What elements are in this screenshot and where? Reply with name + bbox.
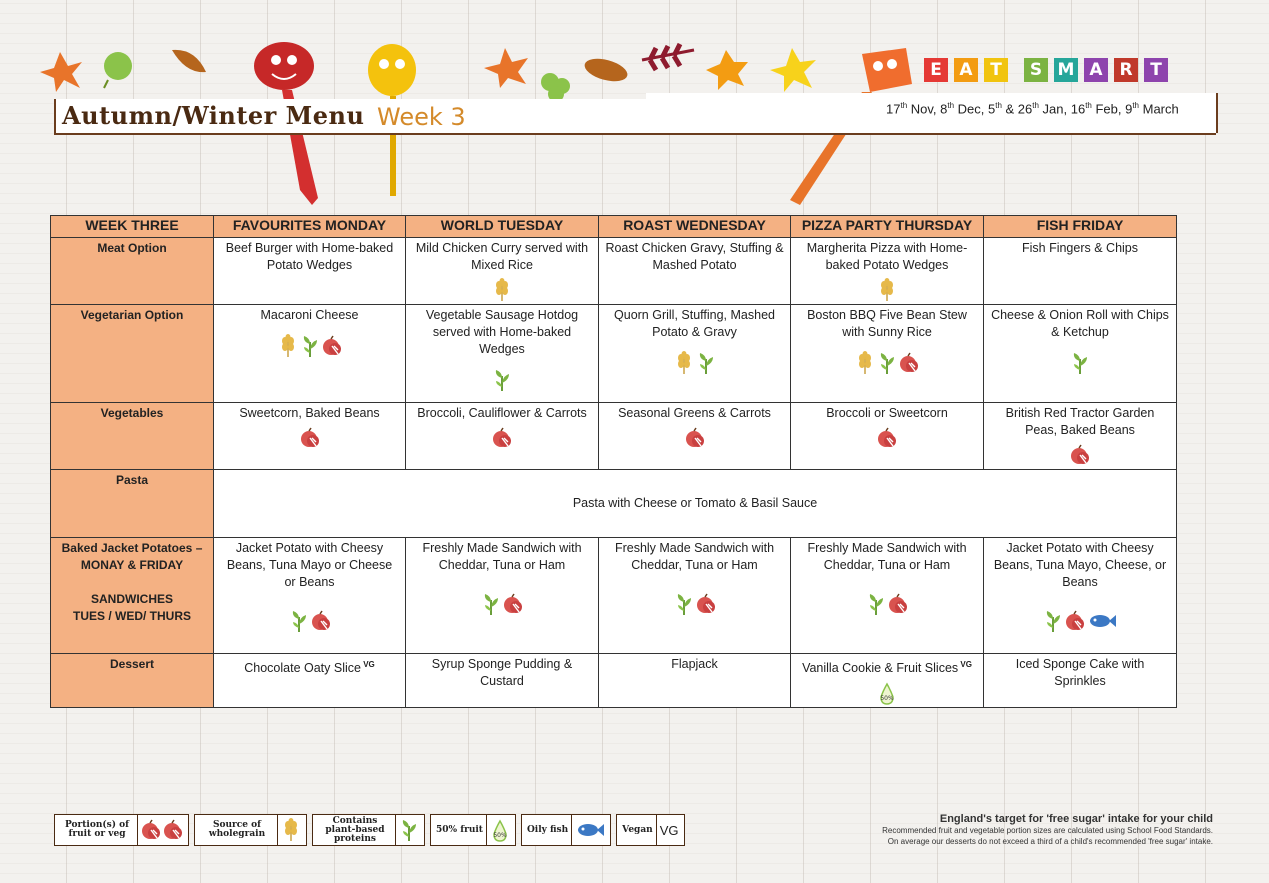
menu-row bbox=[51, 305, 1177, 403]
menu-cell bbox=[984, 238, 1177, 305]
leaf-icon bbox=[1070, 351, 1090, 375]
dietary-icons bbox=[797, 426, 977, 450]
pear-icon bbox=[877, 681, 897, 705]
menu-cell bbox=[599, 654, 791, 708]
dish-name: Broccoli, Cauliflower & Carrots bbox=[417, 406, 587, 420]
apple-icon bbox=[163, 818, 183, 842]
eat-smart-logo bbox=[924, 58, 1168, 82]
menu-cell bbox=[984, 538, 1177, 654]
row-label: Meat Option bbox=[51, 238, 214, 305]
legend-symbol bbox=[656, 815, 682, 845]
maple-leaf-icon bbox=[484, 48, 528, 88]
dish-name: Freshly Made Sandwich with Cheddar, Tuna or Ham bbox=[807, 541, 967, 572]
legend-label: Contains plant-based proteins bbox=[325, 815, 385, 844]
legend-item bbox=[54, 814, 189, 846]
apple-icon bbox=[685, 426, 705, 450]
yellow-leaf-icon bbox=[770, 48, 816, 92]
brown-leaf-icon bbox=[172, 50, 206, 72]
legend-symbol bbox=[137, 815, 186, 845]
apple-icon bbox=[141, 818, 161, 842]
row-label: Baked Jacket Potatoes – MONAY & FRIDAY SANDWICHES TUES / WED/ THURS bbox=[51, 538, 214, 654]
dietary-icons bbox=[220, 334, 399, 358]
leaf-icon bbox=[877, 351, 897, 375]
week-label: Week 3 bbox=[377, 103, 466, 131]
dietary-icons bbox=[605, 426, 784, 450]
fish-icon bbox=[1087, 609, 1117, 633]
menu-cell bbox=[599, 538, 791, 654]
menu-table bbox=[50, 215, 1177, 708]
dish-name: Seasonal Greens & Carrots bbox=[618, 406, 771, 420]
day-header: PIZZA PARTY THURSDAY bbox=[791, 216, 984, 238]
brown-leaf-icon bbox=[582, 55, 630, 86]
menu-cell bbox=[599, 238, 791, 305]
footer-line-1: Recommended fruit and vegetable portion sizes are calculated using School Food Standards. bbox=[882, 826, 1213, 835]
wheat-icon bbox=[877, 278, 897, 302]
dietary-icons bbox=[990, 443, 1170, 467]
menu-cell bbox=[984, 654, 1177, 708]
dietary-icons bbox=[797, 681, 977, 705]
dish-name: Syrup Sponge Pudding & Custard bbox=[431, 657, 573, 688]
icon-legend bbox=[54, 814, 685, 846]
orange-leaf-icon bbox=[706, 50, 748, 90]
red-fern-leaf-icon bbox=[642, 44, 694, 70]
footer-heading: England's target for 'free sugar' intake for your child bbox=[939, 813, 1213, 825]
menu-row bbox=[51, 654, 1177, 708]
legend-item bbox=[194, 814, 307, 846]
leaf-icon bbox=[289, 609, 309, 633]
legend-item bbox=[430, 814, 516, 846]
dish-name: Flapjack bbox=[671, 657, 718, 671]
apple-icon bbox=[300, 426, 320, 450]
wheat-icon bbox=[281, 818, 301, 842]
dish-name: Roast Chicken Gravy, Stuffing & Mashed Potato bbox=[605, 241, 784, 272]
row-label: Dessert bbox=[51, 654, 214, 708]
leaf-icon bbox=[696, 351, 716, 375]
legend-label: Portion(s) of fruit or veg bbox=[65, 820, 129, 839]
legend-item bbox=[312, 814, 425, 846]
legend-label: Source of wholegrain bbox=[208, 820, 266, 839]
menu-cell bbox=[791, 238, 984, 305]
legend-symbol bbox=[395, 815, 422, 845]
wheat-icon bbox=[855, 351, 875, 375]
autumn-leaf-icon bbox=[40, 52, 82, 92]
fish-icon bbox=[575, 818, 605, 842]
apple-icon bbox=[696, 592, 716, 616]
dish-name: Fish Fingers & Chips bbox=[1021, 241, 1138, 255]
dish-name: Vanilla Cookie & Fruit Slices $^{VG}$ bbox=[802, 660, 972, 676]
menu-cell bbox=[406, 538, 599, 654]
menu-cell bbox=[984, 305, 1177, 403]
brand-letter: T bbox=[1144, 58, 1168, 82]
menu-cell bbox=[791, 654, 984, 708]
dietary-icons bbox=[797, 278, 977, 302]
leaf-icon bbox=[674, 592, 694, 616]
wheat-icon bbox=[492, 278, 512, 302]
green-leaf-icon bbox=[104, 52, 132, 88]
apple-icon bbox=[1065, 609, 1085, 633]
row-label: Vegetables bbox=[51, 403, 214, 470]
dish-name: Chocolate Oaty Slice $^{VG}$ bbox=[244, 660, 375, 676]
legend-item bbox=[521, 814, 611, 846]
menu-cell bbox=[791, 403, 984, 470]
menu-row bbox=[51, 538, 1177, 654]
legend-symbol bbox=[277, 815, 304, 845]
dietary-icons bbox=[605, 351, 784, 375]
leaf-icon bbox=[1043, 609, 1063, 633]
menu-cell bbox=[791, 538, 984, 654]
apple-icon bbox=[888, 592, 908, 616]
day-header: FAVOURITES MONDAY bbox=[214, 216, 406, 238]
leaf-icon bbox=[399, 818, 419, 842]
vegan-mark: VG bbox=[360, 660, 375, 669]
day-header: FISH FRIDAY bbox=[984, 216, 1177, 238]
dish-name: Cheese & Onion Roll with Chips & Ketchup bbox=[991, 308, 1169, 339]
day-header: WORLD TUESDAY bbox=[406, 216, 599, 238]
menu-cell bbox=[214, 238, 406, 305]
wheat-icon bbox=[674, 351, 694, 375]
leaf-icon bbox=[492, 368, 512, 392]
apple-icon bbox=[877, 426, 897, 450]
menu-dates: 17th Nov, 8th Dec, 5th & 26th Jan, 16th Feb, 9th March bbox=[886, 101, 1179, 117]
dietary-icons bbox=[605, 592, 784, 616]
dish-name: Jacket Potato with Cheesy Beans, Tuna Mayo, Cheese, or Beans bbox=[993, 541, 1167, 589]
footer-line-2: On average our desserts do not exceed a third of a child's recommended 'free sugar' intake. bbox=[887, 837, 1213, 846]
vegan-symbol: VG bbox=[659, 822, 679, 838]
apple-icon bbox=[899, 351, 919, 375]
legend-label: 50% fruit bbox=[436, 824, 483, 835]
legend-symbol bbox=[486, 815, 513, 845]
svg-text:50%: 50% bbox=[493, 832, 507, 839]
dish-name: Freshly Made Sandwich with Cheddar, Tuna or Ham bbox=[422, 541, 582, 572]
wheat-icon bbox=[278, 334, 298, 358]
footer-note bbox=[882, 813, 1213, 847]
dietary-icons bbox=[797, 351, 977, 375]
dietary-icons bbox=[990, 609, 1170, 633]
dish-name: Freshly Made Sandwich with Cheddar, Tuna or Ham bbox=[614, 541, 775, 572]
dish-name: Sweetcorn, Baked Beans bbox=[239, 406, 380, 420]
dietary-icons bbox=[990, 351, 1170, 375]
brand-letter: R bbox=[1114, 58, 1138, 82]
dietary-icons bbox=[412, 592, 592, 616]
week-header: WEEK THREE bbox=[51, 216, 214, 238]
menu-cell bbox=[406, 238, 599, 305]
brand-letter: M bbox=[1054, 58, 1078, 82]
menu-cell bbox=[214, 538, 406, 654]
legend-label: Oily fish bbox=[526, 824, 569, 835]
dish-name: Quorn Grill, Stuffing, Mashed Potato & Gravy bbox=[614, 308, 775, 339]
menu-cell bbox=[791, 305, 984, 403]
pasta-cell: Pasta with Cheese or Tomato & Basil Sauce bbox=[214, 470, 1177, 538]
dish-name: Broccoli or Sweetcorn bbox=[826, 406, 948, 420]
menu-cell bbox=[406, 654, 599, 708]
menu-cell bbox=[599, 403, 791, 470]
menu-cell bbox=[406, 403, 599, 470]
dish-name: Vegetable Sausage Hotdog served with Home-baked Wedges bbox=[425, 308, 579, 356]
dietary-icons bbox=[412, 426, 592, 450]
leaf-icon bbox=[866, 592, 886, 616]
apple-icon bbox=[311, 609, 331, 633]
vegan-mark: VG bbox=[958, 660, 972, 669]
brand-letter: T bbox=[984, 58, 1008, 82]
svg-text:50%: 50% bbox=[880, 695, 894, 703]
menu-cell bbox=[599, 305, 791, 403]
dietary-icons bbox=[412, 278, 592, 302]
legend-label: Vegan bbox=[622, 824, 653, 835]
menu-cell bbox=[214, 403, 406, 470]
brand-letter: A bbox=[1084, 58, 1108, 82]
dish-name: Beef Burger with Home-baked Potato Wedges bbox=[225, 241, 394, 272]
menu-row bbox=[51, 238, 1177, 305]
legend-item bbox=[616, 814, 684, 846]
menu-cell bbox=[406, 305, 599, 403]
dish-name: Iced Sponge Cake with Sprinkles bbox=[1015, 657, 1145, 688]
dietary-icons bbox=[220, 426, 399, 450]
menu-row bbox=[51, 403, 1177, 470]
dish-name: British Red Tractor Garden Peas, Baked Beans bbox=[1005, 406, 1155, 437]
brand-letter: A bbox=[954, 58, 978, 82]
apple-icon bbox=[322, 334, 342, 358]
row-label: Vegetarian Option bbox=[51, 305, 214, 403]
page-title: Autumn/Winter Menu bbox=[62, 101, 365, 130]
row-label: Pasta bbox=[51, 470, 214, 538]
apple-icon bbox=[503, 592, 523, 616]
leaf-icon bbox=[300, 334, 320, 358]
dietary-icons bbox=[220, 609, 399, 633]
apple-icon bbox=[1070, 443, 1090, 467]
apple-icon bbox=[492, 426, 512, 450]
clover-leaf-icon bbox=[541, 73, 570, 102]
pear-icon bbox=[490, 818, 510, 842]
legend-symbol bbox=[571, 815, 608, 845]
dish-name: Jacket Potato with Cheesy Beans, Tuna Mayo or Cheese or Beans bbox=[226, 541, 393, 589]
dish-name: Margherita Pizza with Home-baked Potato Wedges bbox=[806, 241, 968, 272]
dietary-icons bbox=[797, 592, 977, 616]
menu-cell bbox=[984, 403, 1177, 470]
dietary-icons bbox=[412, 368, 592, 392]
menu-cell bbox=[214, 654, 406, 708]
dish-name: Boston BBQ Five Bean Stew with Sunny Rice bbox=[807, 308, 967, 339]
dish-name: Mild Chicken Curry served with Mixed Rice bbox=[415, 241, 589, 272]
dish-name: Macaroni Cheese bbox=[260, 308, 359, 322]
brand-letter: E bbox=[924, 58, 948, 82]
menu-cell bbox=[214, 305, 406, 403]
menu-row bbox=[51, 470, 1177, 538]
day-header: ROAST WEDNESDAY bbox=[599, 216, 791, 238]
brand-letter: S bbox=[1024, 58, 1048, 82]
leaf-icon bbox=[481, 592, 501, 616]
